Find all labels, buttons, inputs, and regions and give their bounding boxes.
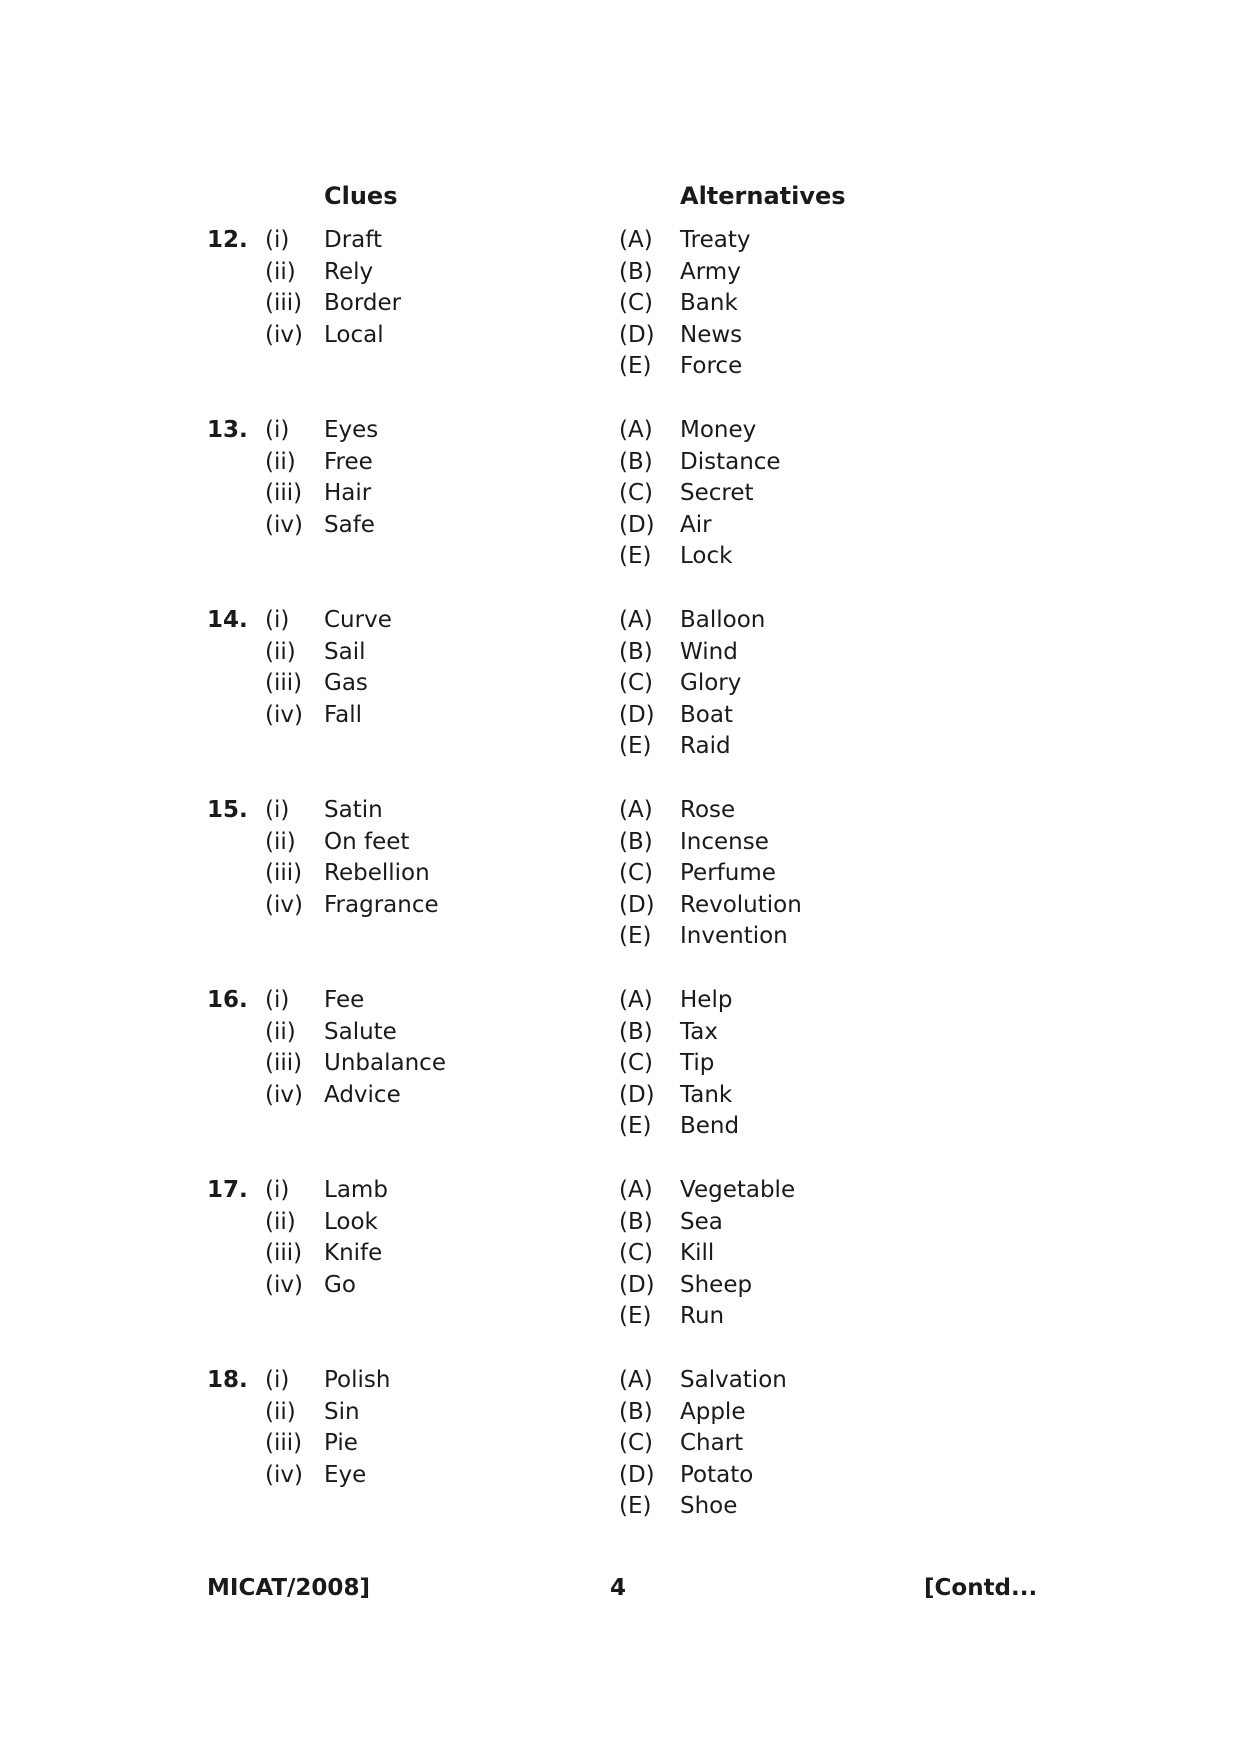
clue-label: (i) xyxy=(265,797,290,823)
clue-label: (iii) xyxy=(265,1430,303,1456)
alternative-label: (A) xyxy=(619,1177,653,1203)
alternatives-header: Alternatives xyxy=(680,182,846,210)
clue-label: (iii) xyxy=(265,860,303,886)
alternative-text: Revolution xyxy=(680,891,802,918)
alternative-label: (C) xyxy=(619,480,654,506)
alternative-text: Tank xyxy=(680,1081,733,1108)
clue-text: Knife xyxy=(324,1240,383,1266)
clue-label: (ii) xyxy=(265,638,296,665)
alternative-text: News xyxy=(680,321,743,348)
alternative-label: (C) xyxy=(619,1050,654,1076)
clue-text: Salute xyxy=(324,1018,397,1045)
alternative-label: (C) xyxy=(619,1240,654,1266)
clue-text: Sail xyxy=(324,638,366,665)
clue-label: (iv) xyxy=(265,1081,303,1108)
alternative-text: Apple xyxy=(680,1398,746,1425)
clue-text: Advice xyxy=(324,1081,401,1108)
clue-text: Curve xyxy=(324,607,392,633)
clue-label: (iii) xyxy=(265,290,303,316)
clue-text: Fee xyxy=(324,987,365,1013)
alternative-label: (D) xyxy=(619,321,655,348)
alternative-label: (E) xyxy=(619,1113,652,1139)
alternative-label: (B) xyxy=(619,1398,653,1425)
alternative-text: Chart xyxy=(680,1430,744,1456)
alternative-label: (D) xyxy=(619,1271,655,1298)
continued-marker: [Contd... xyxy=(924,1575,1038,1601)
alternative-label: (E) xyxy=(619,733,652,759)
alternative-text: Kill xyxy=(680,1240,715,1266)
clues-header: Clues xyxy=(324,182,398,210)
clue-label: (ii) xyxy=(265,828,296,855)
clue-text: Fragrance xyxy=(324,891,439,918)
alternative-text: Treaty xyxy=(680,227,751,253)
alternative-text: Raid xyxy=(680,733,731,759)
alternative-text: Bank xyxy=(680,290,738,316)
alternative-text: Sea xyxy=(680,1208,723,1235)
alternative-label: (A) xyxy=(619,607,653,633)
clue-text: Border xyxy=(324,290,402,316)
page-number: 4 xyxy=(610,1575,627,1601)
alternative-text: Lock xyxy=(680,543,733,569)
alternative-label: (A) xyxy=(619,797,653,823)
clue-label: (i) xyxy=(265,607,290,633)
clue-text: Gas xyxy=(324,670,368,696)
alternative-text: Vegetable xyxy=(680,1177,796,1203)
clue-text: Sin xyxy=(324,1398,360,1425)
clue-label: (ii) xyxy=(265,448,296,475)
clue-text: Look xyxy=(324,1208,378,1235)
alternative-label: (C) xyxy=(619,670,654,696)
question-number: 18. xyxy=(207,1367,248,1393)
clue-label: (iii) xyxy=(265,1240,303,1266)
alternative-label: (E) xyxy=(619,543,652,569)
clue-text: Free xyxy=(324,448,373,475)
alternative-label: (C) xyxy=(619,1430,654,1456)
clue-label: (i) xyxy=(265,1177,290,1203)
clue-label: (iv) xyxy=(265,321,303,348)
alternative-label: (C) xyxy=(619,860,654,886)
alternative-label: (E) xyxy=(619,1493,652,1519)
alternative-text: Shoe xyxy=(680,1493,738,1519)
question-number: 12. xyxy=(207,227,248,253)
clue-text: Lamb xyxy=(324,1177,388,1203)
clue-text: Safe xyxy=(324,511,375,538)
clue-text: Rebellion xyxy=(324,860,430,886)
clue-label: (iv) xyxy=(265,511,303,538)
clue-text: Polish xyxy=(324,1367,391,1393)
clue-label: (iii) xyxy=(265,670,303,696)
alternative-label: (D) xyxy=(619,1461,655,1488)
clue-label: (iv) xyxy=(265,891,303,918)
alternative-label: (A) xyxy=(619,227,653,253)
alternative-text: Money xyxy=(680,417,757,443)
clue-label: (ii) xyxy=(265,258,296,285)
clue-label: (iii) xyxy=(265,480,303,506)
alternative-label: (D) xyxy=(619,511,655,538)
alternative-label: (A) xyxy=(619,987,653,1013)
alternative-text: Sheep xyxy=(680,1271,753,1298)
clue-label: (iv) xyxy=(265,1271,303,1298)
alternative-label: (D) xyxy=(619,701,655,728)
question-number: 13. xyxy=(207,417,248,443)
alternative-label: (E) xyxy=(619,1303,652,1329)
clue-text: Unbalance xyxy=(324,1050,446,1076)
alternative-label: (B) xyxy=(619,1208,653,1235)
alternative-text: Tax xyxy=(680,1018,718,1045)
clue-text: Satin xyxy=(324,797,383,823)
clue-text: Fall xyxy=(324,701,362,728)
question-number: 16. xyxy=(207,987,248,1013)
clue-label: (iii) xyxy=(265,1050,303,1076)
alternative-label: (E) xyxy=(619,353,652,379)
alternative-text: Tip xyxy=(680,1050,715,1076)
alternative-text: Wind xyxy=(680,638,738,665)
clue-text: Local xyxy=(324,321,384,348)
alternative-label: (B) xyxy=(619,258,653,285)
alternative-label: (B) xyxy=(619,1018,653,1045)
clue-text: Rely xyxy=(324,258,374,285)
alternative-text: Rose xyxy=(680,797,736,823)
clue-label: (i) xyxy=(265,1367,290,1393)
alternative-label: (C) xyxy=(619,290,654,316)
clue-label: (ii) xyxy=(265,1398,296,1425)
alternative-text: Bend xyxy=(680,1113,740,1139)
alternative-text: Glory xyxy=(680,670,742,696)
question-number: 14. xyxy=(207,607,248,633)
alternative-label: (D) xyxy=(619,891,655,918)
alternative-label: (D) xyxy=(619,1081,655,1108)
alternative-text: Air xyxy=(680,511,712,538)
clue-text: Eye xyxy=(324,1461,367,1488)
alternative-label: (B) xyxy=(619,638,653,665)
alternative-text: Run xyxy=(680,1303,725,1329)
alternative-text: Potato xyxy=(680,1461,754,1488)
clue-text: Pie xyxy=(324,1430,358,1456)
alternative-text: Incense xyxy=(680,828,769,855)
clue-text: On feet xyxy=(324,828,410,855)
question-number: 17. xyxy=(207,1177,248,1203)
alternative-label: (A) xyxy=(619,1367,653,1393)
alternative-text: Help xyxy=(680,987,733,1013)
exam-code: MICAT/2008] xyxy=(207,1575,370,1601)
clue-label: (iv) xyxy=(265,1461,303,1488)
alternative-text: Salvation xyxy=(680,1367,787,1393)
clue-label: (ii) xyxy=(265,1208,296,1235)
clue-text: Hair xyxy=(324,480,372,506)
clue-text: Eyes xyxy=(324,417,379,443)
alternative-label: (A) xyxy=(619,417,653,443)
alternative-label: (E) xyxy=(619,923,652,949)
clue-label: (iv) xyxy=(265,701,303,728)
question-number: 15. xyxy=(207,797,248,823)
alternative-text: Boat xyxy=(680,701,733,728)
alternative-text: Distance xyxy=(680,448,781,475)
alternative-text: Invention xyxy=(680,923,788,949)
clue-label: (i) xyxy=(265,417,290,443)
clue-text: Draft xyxy=(324,227,382,253)
clue-label: (i) xyxy=(265,227,290,253)
alternative-text: Perfume xyxy=(680,860,776,886)
alternative-label: (B) xyxy=(619,828,653,855)
alternative-text: Force xyxy=(680,353,743,379)
clue-label: (ii) xyxy=(265,1018,296,1045)
clue-label: (i) xyxy=(265,987,290,1013)
clue-text: Go xyxy=(324,1271,356,1298)
alternative-text: Balloon xyxy=(680,607,766,633)
alternative-text: Army xyxy=(680,258,741,285)
alternative-label: (B) xyxy=(619,448,653,475)
alternative-text: Secret xyxy=(680,480,754,506)
